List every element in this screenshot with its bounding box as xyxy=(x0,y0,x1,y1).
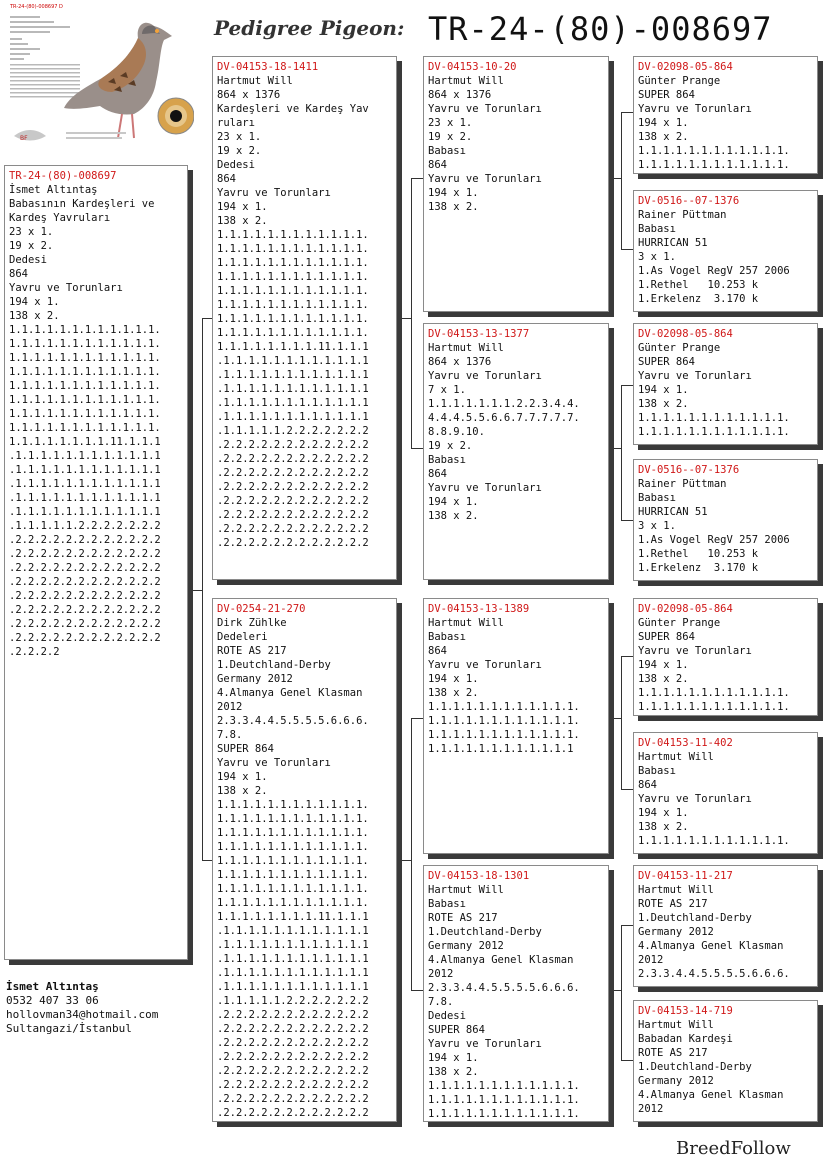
pedigree-line: 1.Erkelenz 3.170 k xyxy=(638,562,759,574)
pedigree-line: Yavru ve Torunları xyxy=(638,645,752,657)
pedigree-line: Kardeş Yavruları xyxy=(9,212,111,224)
pedigree-line: 19 x 2. xyxy=(428,440,473,452)
owner-city: Sultangazi/İstanbul xyxy=(6,1022,132,1035)
ring-id: DV-04153-13-1389 xyxy=(428,603,530,615)
pedigree-line: 1.1.1.1.1.1.1.1.1.1.1.1. xyxy=(428,715,580,727)
pedigree-line: .2.2.2.2.2.2.2.2.2.2.2.2 xyxy=(217,467,369,479)
connector xyxy=(202,318,212,319)
connector xyxy=(202,860,212,861)
pedigree-line: Babası xyxy=(638,765,676,777)
ring-id: DV-02098-05-864 xyxy=(638,603,733,615)
pedigree-line: 1.1.1.1.1.1.1.1.1.1.1.1. xyxy=(638,159,790,171)
pedigree-line: 4.4.4.5.5.6.6.7.7.7.7.7. xyxy=(428,412,580,424)
pedigree-line: 194 x 1. xyxy=(638,807,689,819)
connector xyxy=(621,385,633,386)
pedigree-line: .2.2.2.2.2.2.2.2.2.2.2.2 xyxy=(217,1037,369,1049)
pedigree-line: .1.1.1.1.1.1.1.1.1.1.1.1 xyxy=(9,464,161,476)
pedigree-box-dam-sire-sire xyxy=(633,598,818,716)
connector xyxy=(609,448,621,449)
pedigree-line: 2012 xyxy=(638,1103,664,1115)
pedigree-line: 194 x 1. xyxy=(9,296,60,308)
pedigree-line: 2012 xyxy=(638,954,664,966)
pedigree-line: 194 x 1. xyxy=(428,673,479,685)
pedigree-line: 1.1.1.1.1.1.1.1.1.1.1.1. xyxy=(217,229,369,241)
pedigree-line: 2012 xyxy=(428,968,454,980)
pedigree-line: 1.1.1.1.1.1.1.1.1.1.1.1. xyxy=(9,324,161,336)
pedigree-line: 7.8. xyxy=(428,996,454,1008)
pedigree-line: 1.1.1.1.1.1.1.1.1.1.1.1. xyxy=(217,271,369,283)
pedigree-line: 2012 xyxy=(217,701,243,713)
pedigree-line: .1.1.1.1.1.1.1.1.1.1.1.1 xyxy=(217,383,369,395)
pedigree-line: 8.8.9.10. xyxy=(428,426,485,438)
pedigree-line: .1.1.1.1.1.2.2.2.2.2.2.2 xyxy=(9,520,161,532)
pigeon-image xyxy=(4,4,194,154)
pedigree-line: 1.Deutchland-Derby xyxy=(217,659,331,671)
connector xyxy=(621,1060,633,1061)
pedigree-line: Yavru ve Torunları xyxy=(428,370,542,382)
ring-id: DV-04153-10-20 xyxy=(428,61,517,73)
pedigree-line: .2.2.2.2.2.2.2.2.2.2.2.2 xyxy=(9,534,161,546)
pedigree-line: .2.2.2.2.2.2.2.2.2.2.2.2 xyxy=(217,1051,369,1063)
pedigree-box-dam xyxy=(212,598,397,1122)
pedigree-line: Yavru ve Torunları xyxy=(428,173,542,185)
connector xyxy=(397,318,411,319)
pedigree-line: SUPER 864 xyxy=(638,631,695,643)
connector xyxy=(609,718,621,719)
pedigree-lines xyxy=(9,183,183,659)
pedigree-line: 1.Deutchland-Derby xyxy=(428,926,542,938)
pedigree-line: .1.1.1.1.1.2.2.2.2.2.2.2 xyxy=(217,425,369,437)
pedigree-line: 1.As Vogel RegV 257 2006 xyxy=(638,534,790,546)
pedigree-line: .1.1.1.1.1.1.1.1.1.1.1.1 xyxy=(217,967,369,979)
ring-id: TR-24-(80)-008697 xyxy=(9,170,117,182)
pedigree-line: .1.1.1.1.1.1.1.1.1.1.1.1 xyxy=(9,450,161,462)
ring-id: DV-0254-21-270 xyxy=(217,603,306,615)
pedigree-line: Yavru ve Torunları xyxy=(428,103,542,115)
pedigree-line: 194 x 1. xyxy=(217,771,268,783)
connector xyxy=(411,178,423,179)
connector xyxy=(411,178,412,448)
pedigree-line: 1.Erkelenz 3.170 k xyxy=(638,293,759,305)
pedigree-line: 194 x 1. xyxy=(217,201,268,213)
pedigree-lines xyxy=(428,74,604,214)
pedigree-line: Rainer Püttman xyxy=(638,209,727,221)
pedigree-line: .2.2.2.2.2.2.2.2.2.2.2.2 xyxy=(217,495,369,507)
pedigree-line: 1.1.1.1.1.1.1.1.1.1.1.1. xyxy=(217,799,369,811)
pedigree-line: .1.1.1.1.1.1.1.1.1.1.1.1 xyxy=(9,492,161,504)
pedigree-line: Germany 2012 xyxy=(217,673,293,685)
pedigree-line: ROTE AS 217 xyxy=(638,898,708,910)
pedigree-line: .2.2.2.2.2.2.2.2.2.2.2.2 xyxy=(217,1107,369,1119)
pedigree-line: 1.1.1.1.1.1.1.1.1.1.1.1. xyxy=(9,352,161,364)
pedigree-line: Babadan Kardeşi xyxy=(638,1033,733,1045)
pedigree-lines xyxy=(217,74,392,550)
pedigree-line: .2.2.2.2.2.2.2.2.2.2.2.2 xyxy=(9,604,161,616)
pedigree-line: 1.1.1.1.1.1.1.1.1.1.1.1. xyxy=(428,729,580,741)
pedigree-line: 1.1.1.1.1.1.1.1.1.1.1.1. xyxy=(217,813,369,825)
connector xyxy=(621,112,622,249)
pedigree-line: .2.2.2.2.2.2.2.2.2.2.2.2 xyxy=(9,576,161,588)
pedigree-line: 138 x 2. xyxy=(638,398,689,410)
pedigree-line: 1.1.1.1.1.1.1.1.1.1.1.1. xyxy=(638,687,790,699)
pedigree-line: SUPER 864 xyxy=(638,89,695,101)
pedigree-lines xyxy=(638,883,813,981)
pedigree-line: Babası xyxy=(428,454,466,466)
pedigree-line: .2.2.2.2.2.2.2.2.2.2.2.2 xyxy=(217,1009,369,1021)
pedigree-line: SUPER 864 xyxy=(217,743,274,755)
pedigree-line: 1.As Vogel RegV 257 2006 xyxy=(638,265,790,277)
pedigree-line: 194 x 1. xyxy=(638,384,689,396)
connector xyxy=(621,789,633,790)
pedigree-line: 864 x 1376 xyxy=(217,89,281,101)
connector xyxy=(621,385,622,520)
pedigree-line: 4.Almanya Genel Klasman xyxy=(428,954,574,966)
pedigree-line: ruları xyxy=(217,117,255,129)
pedigree-line: 4.Almanya Genel Klasman xyxy=(217,687,363,699)
pedigree-line: 1.1.1.1.1.1.1.1.1.1.1.1. xyxy=(638,835,790,847)
pedigree-line: 1.1.1.1.1.1.1.1.1.1.1.1. xyxy=(217,257,369,269)
pedigree-line: .2.2.2.2.2.2.2.2.2.2.2.2 xyxy=(9,632,161,644)
pedigree-line: .2.2.2.2.2.2.2.2.2.2.2.2 xyxy=(217,481,369,493)
pedigree-line: Yavru ve Torunları xyxy=(428,482,542,494)
pedigree-line: 1.Deutchland-Derby xyxy=(638,1061,752,1073)
pedigree-line: 7 x 1. xyxy=(428,384,466,396)
connector xyxy=(411,990,423,991)
pedigree-line: Hartmut Will xyxy=(638,751,714,763)
pedigree-line: 1.Rethel 10.253 k xyxy=(638,279,759,291)
pedigree-line: .1.1.1.1.1.1.1.1.1.1.1.1 xyxy=(217,981,369,993)
pedigree-line: Hartmut Will xyxy=(428,884,504,896)
pedigree-line: .1.1.1.1.1.1.1.1.1.1.1.1 xyxy=(217,411,369,423)
pedigree-line: 1.1.1.1.1.1.1.1.1.1.1.1. xyxy=(217,841,369,853)
connector xyxy=(621,656,633,657)
pedigree-line: Yavru ve Torunları xyxy=(217,187,331,199)
connector xyxy=(621,656,622,789)
footer-brand: BreedFollow xyxy=(676,1138,791,1159)
ring-id: DV-04153-13-1377 xyxy=(428,328,530,340)
pedigree-line: Babası xyxy=(428,631,466,643)
ring-id: DV-04153-14-719 xyxy=(638,1005,733,1017)
pedigree-box-sire-sire-dam xyxy=(633,190,818,312)
pedigree-line: Kardeşleri ve Kardeş Yav xyxy=(217,103,369,115)
ring-id: DV-04153-11-402 xyxy=(638,737,733,749)
pedigree-line: .2.2.2.2.2.2.2.2.2.2.2.2 xyxy=(9,548,161,560)
pedigree-line: 864 x 1376 xyxy=(428,356,492,368)
pedigree-line: 1.1.1.1.1.1.1.1.1.1.1.1. xyxy=(217,827,369,839)
connector xyxy=(621,925,622,1060)
pedigree-line: 138 x 2. xyxy=(217,215,268,227)
pedigree-line: 1.1.1.1.1.1.1.1.1.1.1.1. xyxy=(217,855,369,867)
pedigree-line: 194 x 1. xyxy=(428,496,479,508)
pedigree-line: 23 x 1. xyxy=(428,117,473,129)
thumbnail-caption: TR-24-(80)-008697 D xyxy=(10,4,63,10)
owner-name: İsmet Altıntaş xyxy=(6,980,99,993)
pedigree-line: 2.3.3.4.4.5.5.5.5.6.6.6. xyxy=(217,715,369,727)
pedigree-line: 1.1.1.1.1.1.1.1.1.1.1.1. xyxy=(9,366,161,378)
pedigree-line: 3 x 1. xyxy=(638,251,676,263)
pedigree-box-sire-dam-dam xyxy=(633,459,818,581)
ring-id: DV-04153-18-1301 xyxy=(428,870,530,882)
ring-id: DV-04153-11-217 xyxy=(638,870,733,882)
pedigree-line: .2.2.2.2.2.2.2.2.2.2.2.2 xyxy=(217,1079,369,1091)
pedigree-line: .2.2.2.2 xyxy=(9,646,60,658)
pedigree-lines xyxy=(428,883,604,1121)
pedigree-line: Dedesi xyxy=(217,159,255,171)
pedigree-line: 864 xyxy=(9,268,28,280)
pedigree-lines xyxy=(638,750,813,848)
pedigree-line: Babası xyxy=(428,145,466,157)
pedigree-line: Babası xyxy=(638,492,676,504)
pedigree-box-sire-dam xyxy=(423,323,609,580)
pedigree-line: .2.2.2.2.2.2.2.2.2.2.2.2 xyxy=(217,439,369,451)
pedigree-line: .1.1.1.1.1.1.1.1.1.1.1.1 xyxy=(217,925,369,937)
pedigree-lines xyxy=(638,616,813,714)
pedigree-line: 1.1.1.1.1.1.1.1.1.1.1.1. xyxy=(638,412,790,424)
pedigree-line: ROTE AS 217 xyxy=(428,912,498,924)
pedigree-line: 23 x 1. xyxy=(217,131,262,143)
connector xyxy=(621,520,633,521)
connector xyxy=(621,925,633,926)
owner-email[interactable]: hollovman34@hotmail.com xyxy=(6,1008,159,1021)
pedigree-lines xyxy=(638,74,813,172)
pedigree-line: 138 x 2. xyxy=(428,510,479,522)
pedigree-line: 1.1.1.1.1.1.1.1.1.1.1.1. xyxy=(428,1080,580,1092)
pedigree-line: 194 x 1. xyxy=(638,659,689,671)
pedigree-line: 1.1.1.1.1.1.1.1.1.1.1.1. xyxy=(638,145,790,157)
pedigree-box-sire-dam-sire xyxy=(633,323,818,445)
connector xyxy=(397,860,411,861)
pedigree-line: Hartmut Will xyxy=(428,75,504,87)
pedigree-line: Yavru ve Torunları xyxy=(428,1038,542,1050)
pedigree-line: 19 x 2. xyxy=(217,145,262,157)
pedigree-line: Yavru ve Torunları xyxy=(428,659,542,671)
pedigree-line: 1.1.1.1.1.1.1.1.1.1.1.1. xyxy=(217,313,369,325)
pedigree-line: Dedeleri xyxy=(217,631,268,643)
pedigree-line: .2.2.2.2.2.2.2.2.2.2.2.2 xyxy=(217,453,369,465)
pedigree-line: 1.Deutchland-Derby xyxy=(638,912,752,924)
pedigree-line: Yavru ve Torunları xyxy=(638,370,752,382)
ring-id: DV-02098-05-864 xyxy=(638,328,733,340)
pedigree-line: 1.1.1.1.1.1.1.1.1.1.1.1. xyxy=(217,897,369,909)
pedigree-box-dam-dam-dam xyxy=(633,1000,818,1122)
pedigree-line: Yavru ve Torunları xyxy=(217,757,331,769)
pedigree-line: .1.1.1.1.1.1.1.1.1.1.1.1 xyxy=(9,478,161,490)
connector xyxy=(411,448,423,449)
pedigree-lines xyxy=(638,208,813,306)
ring-id: DV-02098-05-864 xyxy=(638,61,733,73)
pedigree-line: 23 x 1. xyxy=(9,226,54,238)
pedigree-lines xyxy=(428,616,604,756)
pedigree-line: .2.2.2.2.2.2.2.2.2.2.2.2 xyxy=(217,1023,369,1035)
page-title: Pedigree Pigeon: xyxy=(214,16,405,40)
pedigree-line: Rainer Püttman xyxy=(638,478,727,490)
pedigree-line: 864 xyxy=(428,645,447,657)
pedigree-line: .2.2.2.2.2.2.2.2.2.2.2.2 xyxy=(217,509,369,521)
pedigree-line: 138 x 2. xyxy=(638,821,689,833)
pedigree-line: 19 x 2. xyxy=(9,240,54,252)
owner-info xyxy=(6,980,158,1036)
pedigree-line: 1.1.1.1.1.1.1.1.11.1.1.1 xyxy=(9,436,161,448)
connector xyxy=(411,718,412,990)
connector xyxy=(609,178,621,179)
pedigree-line: 138 x 2. xyxy=(638,673,689,685)
pedigree-line: 1.1.1.1.1.1.1.1.1.1.1.1. xyxy=(217,327,369,339)
pedigree-line: Hartmut Will xyxy=(638,884,714,896)
connector xyxy=(609,990,621,991)
pedigree-line: 864 xyxy=(428,468,447,480)
pedigree-line: Babasının Kardeşleri ve xyxy=(9,198,155,210)
pedigree-line: 4.Almanya Genel Klasman xyxy=(638,1089,784,1101)
pedigree-line: .1.1.1.1.1.1.1.1.1.1.1.1 xyxy=(217,397,369,409)
pedigree-box-dam-sire xyxy=(423,598,609,854)
pedigree-line: 1.1.1.1.1.1.1.1.1.1.1.1. xyxy=(217,883,369,895)
ring-number: TR-24-(80)-008697 xyxy=(428,10,773,48)
pedigree-line: 1.1.1.1.1.1.1.1.1.1.1.1. xyxy=(428,1094,580,1106)
pedigree-line: SUPER 864 xyxy=(428,1024,485,1036)
pedigree-line: 864 xyxy=(217,173,236,185)
pedigree-line: 2.3.3.4.4.5.5.5.5.6.6.6. xyxy=(428,982,580,994)
pedigree-line: 138 x 2. xyxy=(9,310,60,322)
pedigree-line: 1.1.1.1.1.1.1.1.1.1.1.1. xyxy=(9,380,161,392)
pedigree-lines xyxy=(428,341,604,523)
pedigree-line: .2.2.2.2.2.2.2.2.2.2.2.2 xyxy=(9,562,161,574)
pedigree-line: .1.1.1.1.1.1.1.1.1.1.1.1 xyxy=(217,939,369,951)
pedigree-line: Günter Prange xyxy=(638,75,721,87)
pedigree-line: .2.2.2.2.2.2.2.2.2.2.2.2 xyxy=(217,1065,369,1077)
pedigree-line: 138 x 2. xyxy=(428,687,479,699)
pedigree-line: 1.1.1.1.1.1.1.1.1.1.1.1. xyxy=(638,426,790,438)
pedigree-line: 864 xyxy=(638,779,657,791)
pedigree-line: HURRICAN 51 xyxy=(638,506,708,518)
pedigree-line: Hartmut Will xyxy=(217,75,293,87)
pedigree-line: 138 x 2. xyxy=(428,201,479,213)
pedigree-box-main xyxy=(4,165,188,960)
pedigree-line: 194 x 1. xyxy=(428,187,479,199)
pedigree-line: Dedesi xyxy=(9,254,47,266)
svg-text:BF: BF xyxy=(20,135,28,142)
pedigree-line: .2.2.2.2.2.2.2.2.2.2.2.2 xyxy=(217,523,369,535)
pedigree-line: Babası xyxy=(638,223,676,235)
pedigree-line: Günter Prange xyxy=(638,617,721,629)
pedigree-line: 1.1.1.1.1.1.1.1.1.1.1.1. xyxy=(217,243,369,255)
pedigree-line: 1.1.1.1.1.1.1.1.11.1.1.1 xyxy=(217,911,369,923)
pedigree-line: 864 xyxy=(428,159,447,171)
pedigree-line: Yavru ve Torunları xyxy=(9,282,123,294)
pedigree-line: .2.2.2.2.2.2.2.2.2.2.2.2 xyxy=(217,537,369,549)
pedigree-line: .2.2.2.2.2.2.2.2.2.2.2.2 xyxy=(217,1093,369,1105)
pedigree-line: .2.2.2.2.2.2.2.2.2.2.2.2 xyxy=(9,618,161,630)
pedigree-line: 194 x 1. xyxy=(428,1052,479,1064)
pedigree-line: 1.Rethel 10.253 k xyxy=(638,548,759,560)
pedigree-box-dam-dam-sire xyxy=(633,865,818,987)
pedigree-line: .1.1.1.1.1.1.1.1.1.1.1.1 xyxy=(217,369,369,381)
pedigree-line: SUPER 864 xyxy=(638,356,695,368)
pedigree-line: .1.1.1.1.1.1.1.1.1.1.1.1 xyxy=(9,506,161,518)
pedigree-box-sire-sire-sire xyxy=(633,56,818,174)
pigeon-thumbnail xyxy=(4,4,194,154)
pedigree-line: 2.3.3.4.4.5.5.5.5.6.6.6. xyxy=(638,968,790,980)
pedigree-line: 138 x 2. xyxy=(217,785,268,797)
ring-id: DV-0516--07-1376 xyxy=(638,464,740,476)
pedigree-line: .1.1.1.1.1.1.1.1.1.1.1.1 xyxy=(217,953,369,965)
pedigree-line: 1.1.1.1.1.1.1.2.2.3.4.4. xyxy=(428,398,580,410)
ring-id: DV-04153-18-1411 xyxy=(217,61,319,73)
pedigree-line: Yavru ve Torunları xyxy=(638,103,752,115)
pedigree-line: Germany 2012 xyxy=(638,1075,714,1087)
pedigree-line: 1.1.1.1.1.1.1.1.1.1.1.1. xyxy=(428,701,580,713)
connector xyxy=(202,318,203,860)
pedigree-line: 3 x 1. xyxy=(638,520,676,532)
pedigree-line: .2.2.2.2.2.2.2.2.2.2.2.2 xyxy=(9,590,161,602)
pedigree-box-sire xyxy=(212,56,397,580)
pedigree-line: .1.1.1.1.1.1.1.1.1.1.1.1 xyxy=(217,355,369,367)
pedigree-line: 4.Almanya Genel Klasman xyxy=(638,940,784,952)
pedigree-line: Hartmut Will xyxy=(428,342,504,354)
pedigree-line: 1.1.1.1.1.1.1.1.1.1.1.1. xyxy=(217,299,369,311)
pedigree-line: 138 x 2. xyxy=(428,1066,479,1078)
pedigree-line: 1.1.1.1.1.1.1.1.1.1.1.1. xyxy=(9,394,161,406)
pedigree-line: 1.1.1.1.1.1.1.1.11.1.1.1 xyxy=(217,341,369,353)
pedigree-line: 19 x 2. xyxy=(428,131,473,143)
pedigree-line: Dirk Zühlke xyxy=(217,617,287,629)
pedigree-line: Günter Prange xyxy=(638,342,721,354)
pedigree-line: 1.1.1.1.1.1.1.1.1.1.1.1. xyxy=(9,338,161,350)
pedigree-line: 1.1.1.1.1.1.1.1.1.1.1.1. xyxy=(9,408,161,420)
pedigree-lines xyxy=(638,1018,813,1116)
pedigree-line: İsmet Altıntaş xyxy=(9,184,98,196)
pedigree-line: 1.1.1.1.1.1.1.1.1.1.1.1. xyxy=(428,1108,580,1120)
pedigree-line: Germany 2012 xyxy=(428,940,504,952)
owner-phone: 0532 407 33 06 xyxy=(6,994,99,1007)
pedigree-line: 7.8. xyxy=(217,729,243,741)
pedigree-line: 1.1.1.1.1.1.1.1.1.1.1.1. xyxy=(217,869,369,881)
pedigree-line: 1.1.1.1.1.1.1.1.1.1.1.1. xyxy=(638,701,790,713)
pedigree-line: 138 x 2. xyxy=(638,131,689,143)
pedigree-box-dam-dam xyxy=(423,865,609,1122)
pedigree-line: Hartmut Will xyxy=(428,617,504,629)
pedigree-box-dam-sire-dam xyxy=(633,732,818,854)
connector xyxy=(188,590,202,591)
pedigree-line: 1.1.1.1.1.1.1.1.1.1.1.1 xyxy=(428,743,574,755)
connector xyxy=(621,249,633,250)
pedigree-line: 1.1.1.1.1.1.1.1.1.1.1.1. xyxy=(217,285,369,297)
pedigree-line: ROTE AS 217 xyxy=(638,1047,708,1059)
connector xyxy=(411,718,423,719)
pedigree-line: Yavru ve Torunları xyxy=(638,793,752,805)
connector xyxy=(621,112,633,113)
pedigree-line: HURRICAN 51 xyxy=(638,237,708,249)
pedigree-box-sire-sire xyxy=(423,56,609,312)
pedigree-line: ROTE AS 217 xyxy=(217,645,287,657)
pedigree-line: .1.1.1.1.1.2.2.2.2.2.2.2 xyxy=(217,995,369,1007)
pedigree-line: 864 x 1376 xyxy=(428,89,492,101)
pedigree-line: Hartmut Will xyxy=(638,1019,714,1031)
ring-id: DV-0516--07-1376 xyxy=(638,195,740,207)
pedigree-lines xyxy=(217,616,392,1120)
pedigree-lines xyxy=(638,477,813,575)
pedigree-line: Germany 2012 xyxy=(638,926,714,938)
pedigree-line: Dedesi xyxy=(428,1010,466,1022)
pedigree-lines xyxy=(638,341,813,439)
pedigree-line: Babası xyxy=(428,898,466,910)
pedigree-line: 194 x 1. xyxy=(638,117,689,129)
pedigree-line: 1.1.1.1.1.1.1.1.1.1.1.1. xyxy=(9,422,161,434)
